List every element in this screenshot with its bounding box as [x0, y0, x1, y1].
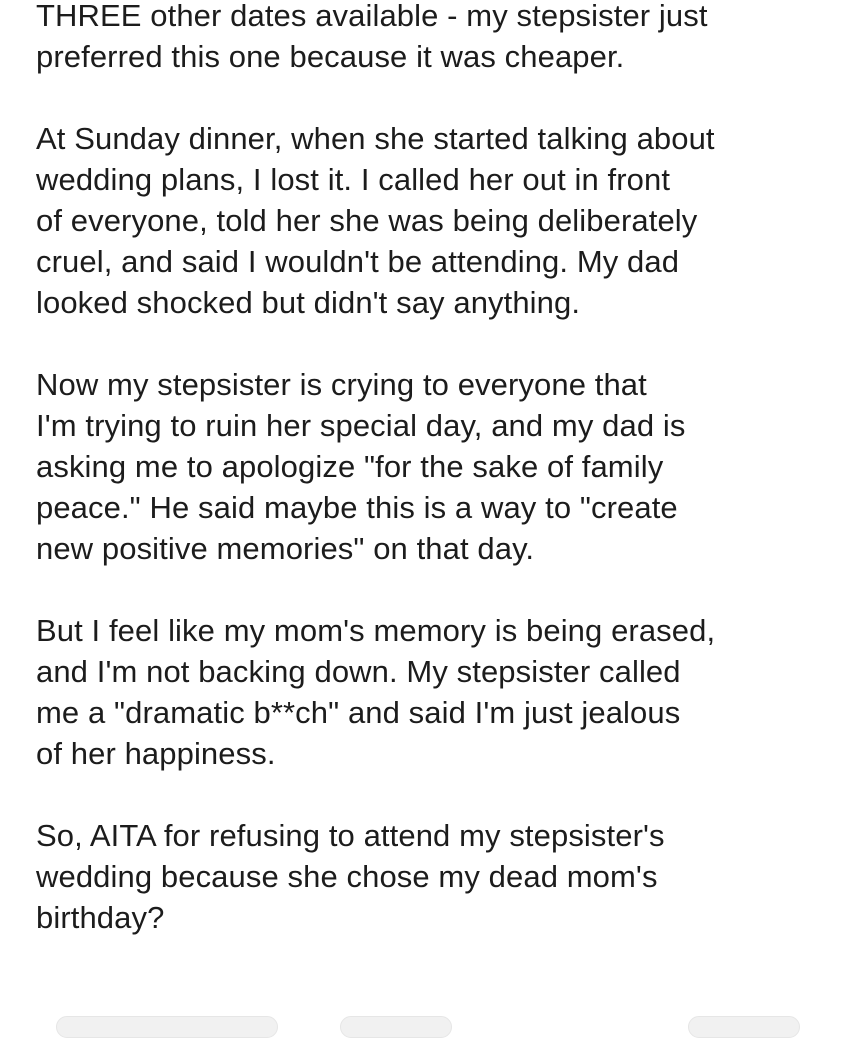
post-paragraph-2	[36, 118, 836, 323]
post-body	[36, 0, 836, 979]
post-line: asking me to apologize "for the sake of family	[36, 449, 664, 484]
post-line: wedding because she chose my dead mom's	[36, 859, 658, 894]
post-line: looked shocked but didn't say anything.	[36, 285, 581, 320]
post-line: and I'm not backing down. My stepsister called	[36, 654, 681, 689]
action-bar	[0, 1016, 852, 1024]
post-line: of everyone, told her she was being deliberately	[36, 203, 698, 238]
post-line: wedding plans, I lost it. I called her out in front	[36, 162, 671, 197]
post-line: cruel, and said I wouldn't be attending. My dad	[36, 244, 680, 279]
post-paragraph-1	[36, 0, 836, 77]
comment-button[interactable]	[340, 1016, 452, 1038]
post-line: Now my stepsister is crying to everyone that	[36, 367, 647, 402]
post-line: peace." He said maybe this is a way to "create	[36, 490, 678, 525]
post-line: birthday?	[36, 900, 165, 935]
post-line: But I feel like my mom's memory is being erased,	[36, 613, 716, 648]
post-paragraph-5	[36, 815, 836, 938]
post-paragraph-3	[36, 364, 836, 569]
share-button[interactable]	[688, 1016, 800, 1038]
post-line: So, AITA for refusing to attend my stepsister's	[36, 818, 665, 853]
vote-button[interactable]	[56, 1016, 278, 1038]
post-line: preferred this one because it was cheaper.	[36, 39, 625, 74]
post-line: At Sunday dinner, when she started talking about	[36, 121, 715, 156]
post-line: new positive memories" on that day.	[36, 531, 535, 566]
post-paragraph-4	[36, 610, 836, 774]
post-line: THREE other dates available - my stepsister just	[36, 0, 708, 33]
post-line: I'm trying to ruin her special day, and my dad is	[36, 408, 686, 443]
post-line: me a "dramatic b**ch" and said I'm just jealous	[36, 695, 681, 730]
post-line: of her happiness.	[36, 736, 276, 771]
